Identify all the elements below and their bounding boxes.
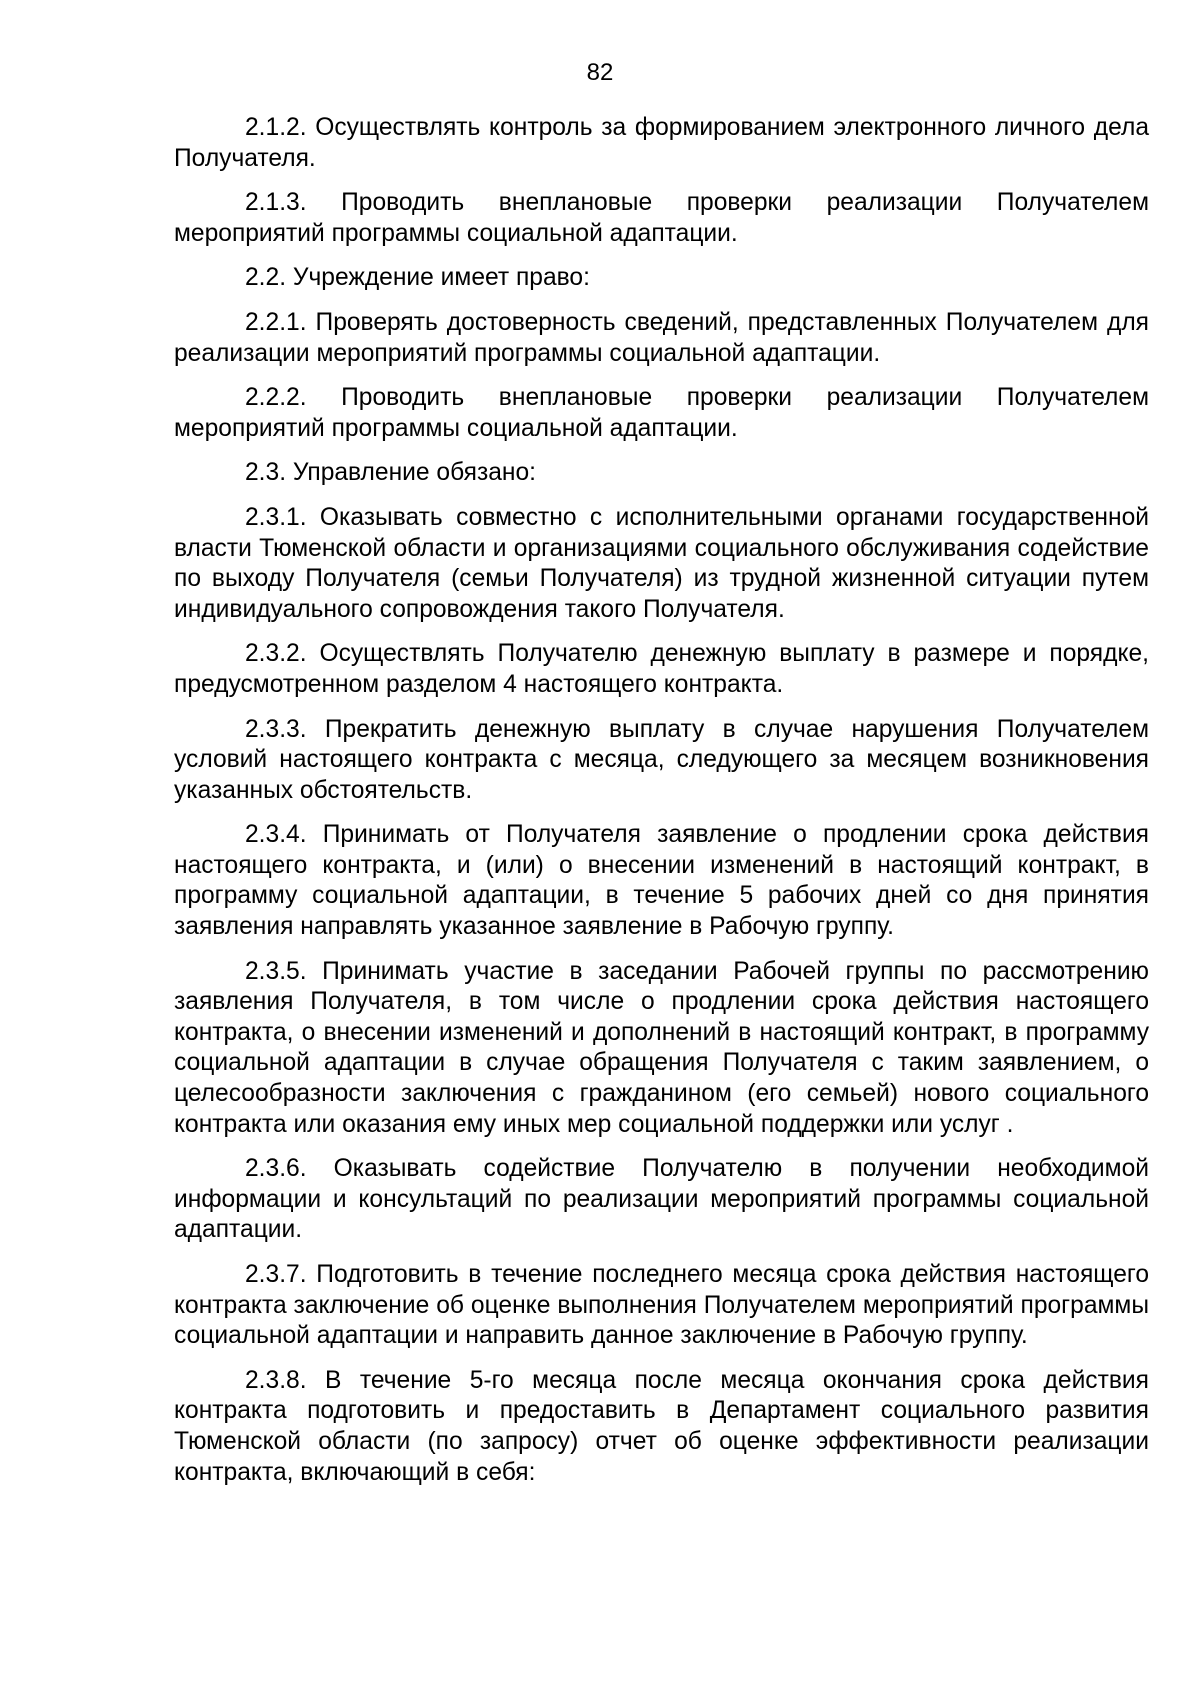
paragraph-2-1-3: 2.1.3. Проводить внеплановые проверки реализации Получателем мероприятий программы социальной адаптации. <box>174 189 1149 247</box>
page-number: 82 <box>586 59 614 86</box>
paragraph-2-2: 2.2. Учреждение имеет право: <box>245 264 590 292</box>
paragraph-2-3-3: 2.3.3. Прекратить денежную выплату в случае нарушения Получателем условий настоящего контракта с месяца, следующего за месяцем возникновения указанных обстоятельств. <box>174 715 1149 804</box>
paragraph-2-2-2: 2.2.2. Проводить внеплановые проверки реализации Получателем мероприятий программы социальной адаптации. <box>174 384 1149 442</box>
paragraph-2-3: 2.3. Управление обязано: <box>245 459 536 487</box>
paragraph-2-3-7: 2.3.7. Подготовить в течение последнего месяца срока действия настоящего контракта заключение об оценке выполнения Получателем мероприятий программы социальной адаптации и направить данное заключение в Рабочую группу. <box>174 1261 1149 1350</box>
paragraph-2-3-8: 2.3.8. В течение 5-го месяца после месяца окончания срока действия контракта подготовить и предоставить в Департамент социального развития Тюменской области (по запросу) отчет об оценке эффективности реализации контракта, включающий в себя: <box>174 1366 1149 1486</box>
paragraph-2-3-2: 2.3.2. Осуществлять Получателю денежную выплату в размере и порядке, предусмотренном разделом 4 настоящего контракта. <box>174 640 1149 698</box>
paragraph-2-3-1: 2.3.1. Оказывать совместно с исполнительными органами государственной власти Тюменской области и организациями социального обслуживания содействие по выходу Получателя (семьи Получателя) из трудной жизненной ситуации путем индивидуального сопровождения такого Получателя. <box>174 503 1149 623</box>
paragraph-2-1-2: 2.1.2. Осуществлять контроль за формированием электронного личного дела Получателя. <box>174 114 1149 172</box>
paragraph-2-3-5: 2.3.5. Принимать участие в заседании Рабочей группы по рассмотрению заявления Получателя, в том числе о продлении срока действия настоящего контракта, о внесении изменений и дополнений в настоящий контракт, в программу социальной адаптации в случае обращения Получателя с таким заявлением, о целесообразности заключения с гражданином (его семьей) нового социального контракта или оказания ему иных мер социальной поддержки или услуг . <box>174 957 1149 1138</box>
paragraph-2-3-6: 2.3.6. Оказывать содействие Получателю в получении необходимой информации и консультаций по реализации мероприятий программы социальной адаптации. <box>174 1155 1149 1244</box>
document-body <box>174 113 1149 1502</box>
paragraph-2-3-4: 2.3.4. Принимать от Получателя заявление о продлении срока действия настоящего контракта, и (или) о внесении изменений в настоящий контракт, в программу социальной адаптации, в течение 5 рабочих дней со дня принятия заявления направлять указанное заявление в Рабочую группу. <box>174 821 1149 941</box>
paragraph-2-2-1: 2.2.1. Проверять достоверность сведений, представленных Получателем для реализации мероприятий программы социальной адаптации. <box>174 308 1149 367</box>
